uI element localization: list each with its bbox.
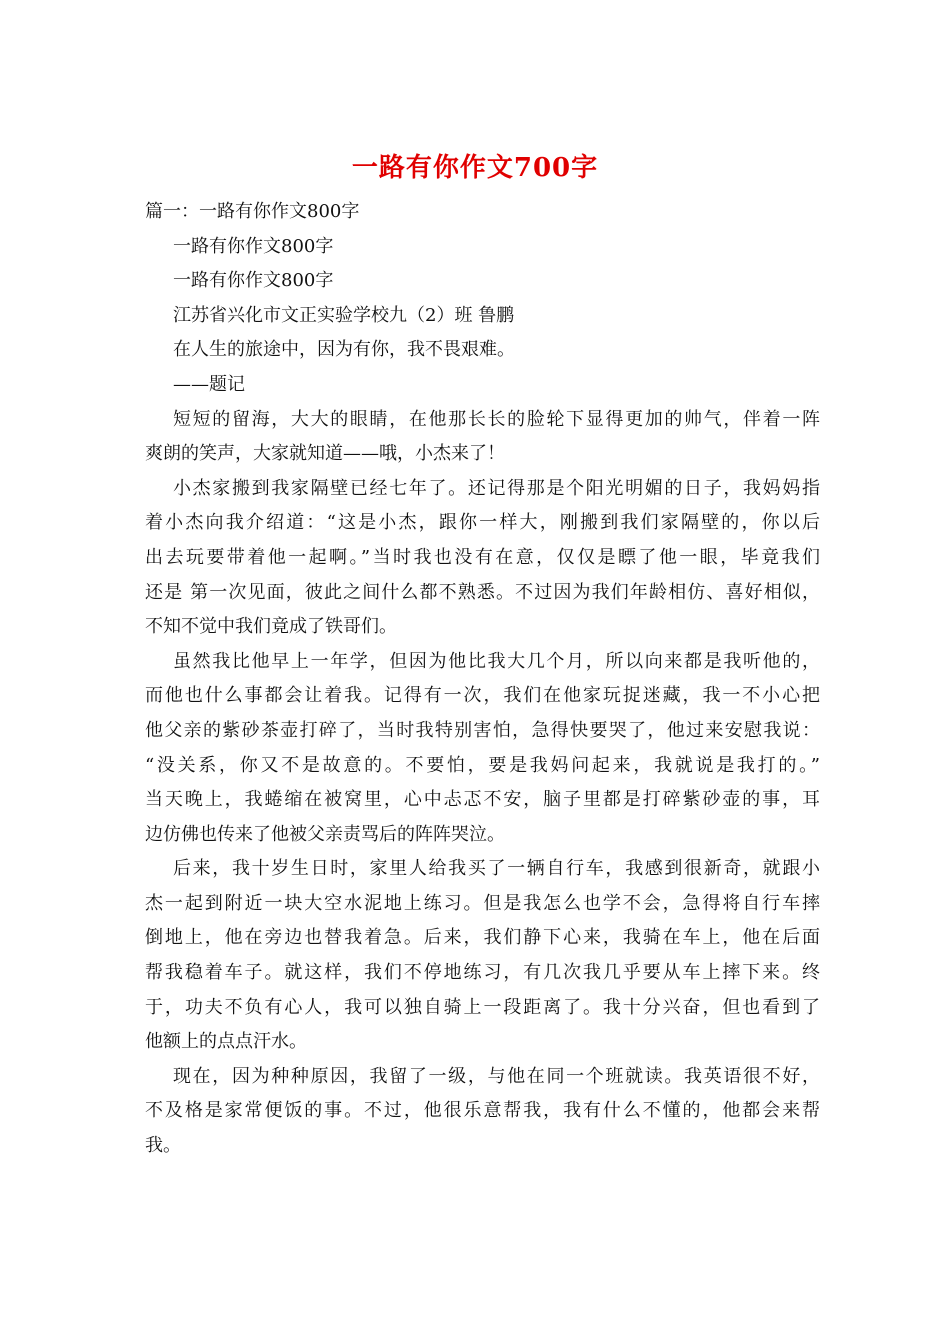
section-heading: 篇一：一路有你作文800字: [145, 201, 360, 222]
subtitle-line: 一路有你作文800字: [173, 235, 334, 257]
paragraph-line: 出去玩要带着他一起啊。”当时我也没有在意，仅仅是瞟了他一眼，毕竟我们: [145, 546, 820, 568]
paragraph-line: 杰一起到附近一块大空水泥地上练习。但是我怎么也学不会，急得将自行车摔: [145, 892, 820, 914]
paragraph-line: “没关系，你又不是故意的。不要怕，要是我妈问起来，我就说是我打的。”: [145, 754, 820, 776]
paragraph-line: 边仿佛也传来了他被父亲责骂后的阵阵哭泣。: [145, 823, 505, 845]
paragraph-line: 而他也什么事都会让着我。记得有一次，我们在他家玩捉迷藏，我一不小心把: [145, 685, 820, 707]
document-body: [145, 195, 820, 1164]
paragraph-line: 帮我稳着车子。就这样，我们不停地练习，有几次我几乎要从车上摔下来。终: [145, 962, 820, 984]
paragraph-line: 我。: [145, 1135, 181, 1157]
paragraph-line: 虽然我比他早上一年学，但因为他比我大几个月，所以向来都是我听他的，: [173, 650, 820, 672]
paragraph-line: 小杰家搬到我家隔壁已经七年了。还记得那是个阳光明媚的日子，我妈妈指: [173, 477, 820, 499]
paragraph-line: 还是 第一次见面，彼此之间什么都不熟悉。不过因为我们年龄相仿、喜好相似，: [145, 581, 820, 603]
paragraph-line: 倒地上，他在旁边也替我着急。后来，我们静下心来，我骑在车上，他在后面: [145, 927, 820, 949]
paragraph-line: 不知不觉中我们竟成了铁哥们。: [145, 616, 397, 638]
paragraph-line: 现在，因为种种原因，我留了一级，与他在同一个班就读。我英语很不好，: [173, 1065, 820, 1087]
author-line: 江苏省兴化市文正实验学校九（2）班 鲁鹏: [173, 304, 515, 326]
epigraph-line: 在人生的旅途中，因为有你，我不畏艰难。: [173, 339, 515, 361]
paragraph-line: 不及格是家常便饭的事。不过，他很乐意帮我，我有什么不懂的，他都会来帮: [145, 1100, 820, 1122]
paragraph-line: 当天晚上，我蜷缩在被窝里，心中忐忑不安，脑子里都是打碎紫砂壶的事，耳: [145, 789, 820, 811]
paragraph-line: 后来，我十岁生日时，家里人给我买了一辆自行车，我感到很新奇，就跟小: [173, 858, 820, 880]
paragraph-line: 爽朗的笑声，大家就知道——哦，小杰来了！: [145, 443, 505, 465]
epigraph-source: ——题记: [173, 373, 245, 395]
document-title: 一路有你作文700字: [351, 153, 599, 183]
paragraph-line: 他额上的点点汗水。: [145, 1031, 307, 1053]
paragraph-line: 短短的留海，大大的眼睛，在他那长长的脸轮下显得更加的帅气，伴着一阵: [173, 408, 820, 430]
paragraph-line: 着小杰向我介绍道：“这是小杰，跟你一样大，刚搬到我们家隔壁的，你以后: [145, 512, 820, 534]
paragraph-line: 他父亲的紫砂茶壶打碎了，当时我特别害怕，急得快要哭了，他过来安慰我说：: [145, 719, 820, 741]
paragraph-line: 于，功夫不负有心人，我可以独自骑上一段距离了。我十分兴奋，但也看到了: [145, 996, 820, 1018]
subtitle-line: 一路有你作文800字: [173, 270, 334, 292]
